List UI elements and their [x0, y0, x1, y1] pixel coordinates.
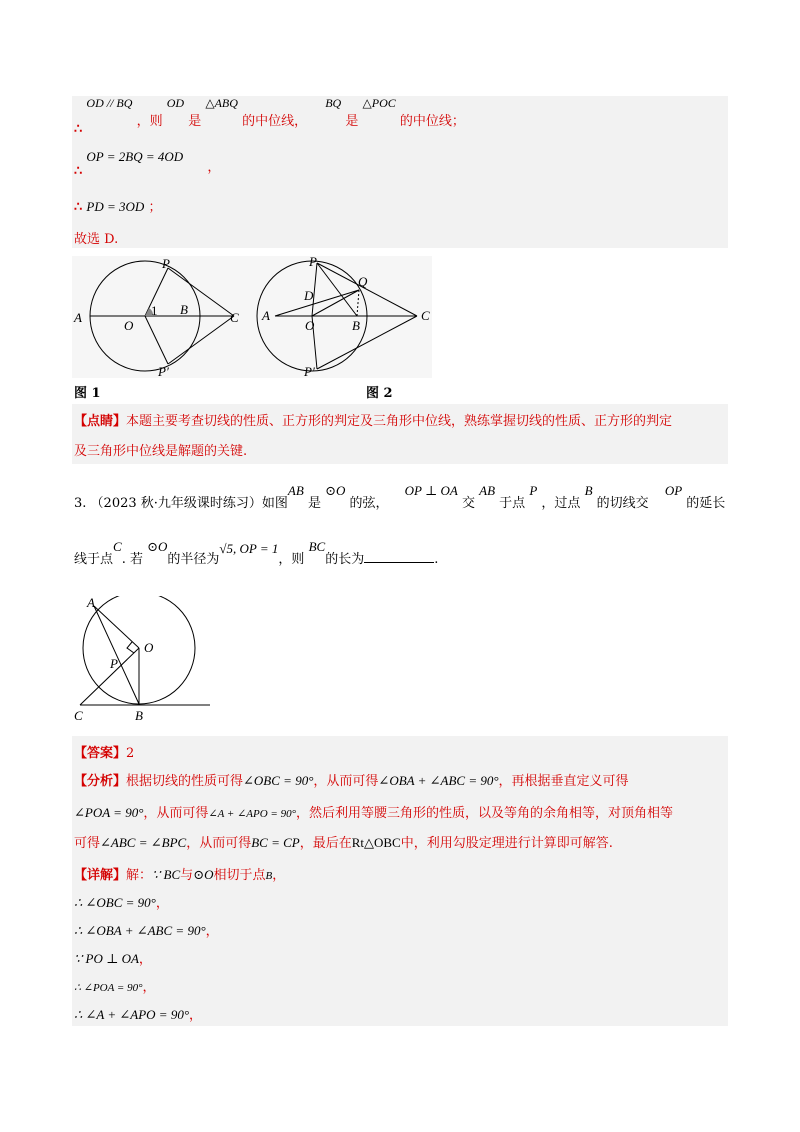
math-bq: BQ — [325, 96, 342, 110]
math-radius-value: √5, OP = 1 — [219, 541, 279, 556]
question3-figure — [72, 596, 222, 722]
fig2-label-p: P — [309, 256, 317, 269]
math-b: B — [265, 870, 273, 882]
math-pd-equation: PD = 3OD — [86, 199, 145, 214]
text-ruo: . 若 — [121, 552, 143, 567]
text-comma: ， — [207, 160, 221, 175]
detail-line-1 — [74, 864, 285, 883]
math-detail-4: ∵ PO ⊥ OA — [74, 951, 139, 966]
fig1-label-o: O — [124, 318, 134, 333]
detail-text-1d: ， — [272, 868, 286, 883]
analysis-text-2a: ，从而可得 — [143, 806, 209, 821]
detail-text-1c: 相切于点 — [213, 868, 266, 883]
fig2-line-oq — [312, 290, 359, 316]
text-ze: ，则 — [136, 114, 163, 129]
math-ab-2: AB — [479, 483, 496, 498]
text-tangent: 的切线交 — [596, 496, 649, 511]
math-rt-obc: Rt△OBC — [351, 835, 401, 850]
fig1-label-a: A — [74, 310, 82, 325]
fig2-line-ppc — [317, 316, 417, 369]
math-od-parallel-bq: OD // BQ — [86, 96, 133, 110]
question3-line-1 — [74, 484, 725, 514]
math-angle-abc-bpc: ∠ABC = ∠BPC — [100, 835, 187, 850]
q3-label-p: P — [110, 656, 118, 671]
detail-tag: 【详解】 — [74, 868, 127, 883]
text-jiao: 交 — [461, 496, 475, 511]
text-extension: 的延长 — [686, 496, 726, 511]
question-number: 3. — [74, 496, 87, 511]
therefore-symbol: ∴ — [74, 122, 83, 137]
detail-comma-4: ， — [138, 952, 152, 967]
solution-line-3 — [74, 196, 161, 215]
text-chord: 的弦， — [349, 496, 389, 511]
analysis-line-3 — [74, 832, 613, 851]
math-od: OD — [166, 96, 185, 110]
answer-blank[interactable] — [364, 550, 434, 563]
math-bc-cp: BC = CP — [251, 835, 300, 850]
fig1-label-pprime: P′ — [158, 364, 169, 378]
analysis-text-3b: ，从而可得 — [186, 836, 252, 851]
dianjing-text-1: 本题主要考查切线的性质、正方形的判定及三角形中位线，熟练掌握切线的性质、正方形的判定 — [126, 414, 673, 429]
q3-label-b: B — [135, 708, 143, 722]
math-angle-a-apo: ∠A + ∠APO = 90° — [208, 808, 297, 820]
analysis-text-3d: 中，利用勾股定理进行计算即可解答. — [400, 836, 613, 851]
text-midline: 的中位线， — [242, 114, 308, 129]
fig1-caption: 图 1 — [74, 386, 101, 401]
analysis-tag: 【分析】 — [74, 774, 127, 789]
text-ze: ，则 — [278, 552, 305, 567]
text-period: . — [434, 552, 439, 567]
answer-value: 2 — [126, 746, 135, 761]
q3-right-angle-mark — [127, 642, 134, 653]
math-angle-obc: ∠OBC = 90° — [243, 773, 314, 788]
detail-line-5 — [74, 976, 156, 995]
fig2-line-bq — [357, 290, 359, 316]
analysis-text-3a: 可得 — [74, 836, 101, 851]
answer-line — [74, 742, 134, 761]
text-shi: 是 — [188, 114, 202, 129]
fig1-line-opp — [145, 316, 168, 364]
q3-figure-svg — [72, 596, 222, 722]
fig2-label-q: Q — [358, 274, 368, 289]
math-op: OP — [664, 483, 683, 498]
math-angle-sum: ∠OBA + ∠ABC = 90° — [378, 773, 499, 788]
math-ab: AB — [287, 483, 304, 498]
detail-comma-3: ， — [205, 924, 219, 939]
q3-label-a: A — [87, 596, 95, 610]
fig1-label-p: P — [162, 256, 170, 271]
analysis-text-2b: ，然后利用等腰三角形的性质，以及等角的余角相等，对顶角相等 — [296, 806, 674, 821]
therefore-symbol: ∴ — [74, 200, 83, 215]
text-yudian: 于点 — [499, 496, 526, 511]
analysis-text-3c: ，最后在 — [299, 836, 352, 851]
text-shi: 是 — [307, 496, 321, 511]
q3-line-ao — [94, 606, 139, 648]
analysis-text-1a: 根据切线的性质可得 — [126, 774, 244, 789]
detail-text-1b: 与 — [180, 868, 194, 883]
math-triangle-poc: △POC — [362, 96, 396, 110]
math-angle-poa: ∠POA = 90° — [74, 805, 144, 820]
figures-svg — [72, 256, 432, 378]
text-guodian: ，过点 — [541, 496, 581, 511]
text-semicolon: ； — [148, 200, 162, 215]
figures-panel — [72, 256, 432, 378]
question-source: （2023 秋·九年级课时练习）如图 — [90, 496, 288, 511]
analysis-text-1b: ，从而可得 — [313, 774, 379, 789]
math-detail-3: ∴ ∠OBA + ∠ABC = 90° — [74, 923, 206, 938]
math-op-equation: OP = 2BQ = 4OD — [86, 149, 184, 164]
math-circle-o-2: ⊙O — [147, 539, 168, 554]
fig1-label-1: 1 — [151, 303, 158, 318]
math-bc: BC — [308, 539, 326, 554]
fig2-line-pb — [317, 263, 357, 316]
math-triangle-abq: △ABQ — [205, 96, 238, 110]
dianjing-tag: 【点睛】 — [74, 414, 127, 429]
therefore-symbol: ∴ — [74, 164, 83, 179]
detail-comma-6: ， — [189, 1008, 203, 1023]
dianjing-line-2 — [74, 440, 247, 459]
fig2-label-a: A — [262, 308, 270, 323]
dianjing-line-1 — [74, 410, 672, 429]
solution-line-2 — [74, 146, 221, 179]
detail-line-4 — [74, 948, 152, 967]
q3-label-c: C — [74, 708, 83, 722]
figure-1 — [90, 261, 234, 371]
math-detail-2: ∴ ∠OBC = 90° — [74, 895, 156, 910]
fig2-label-b: B — [352, 318, 360, 333]
fig2-line-aq — [275, 290, 359, 316]
fig1-line-ppc — [168, 316, 234, 364]
analysis-text-1c: ，再根据垂直定义可得 — [498, 774, 629, 789]
math-c: C — [113, 539, 122, 554]
dianjing-text-2: 及三角形中位线是解题的关键. — [74, 444, 248, 459]
detail-line-6 — [74, 1004, 202, 1023]
math-circle-o: ⊙O — [193, 867, 214, 882]
fig2-label-d: D — [304, 288, 314, 303]
text-length: 的长为 — [325, 552, 365, 567]
math-because-bc: ∵ BC — [152, 867, 181, 882]
math-p: P — [529, 483, 538, 498]
text-xianyudian: 线于点 — [74, 552, 114, 567]
figure-2 — [257, 261, 417, 371]
fig1-line-pc — [168, 268, 234, 316]
math-detail-6: ∴ ∠A + ∠APO = 90° — [74, 1007, 190, 1022]
text-midline-2: 的中位线； — [399, 114, 465, 129]
question3-line-2 — [74, 540, 438, 570]
detail-line-2 — [74, 892, 169, 911]
math-detail-5: ∴ ∠POA = 90° — [74, 982, 143, 994]
solution-line-4 — [74, 228, 118, 247]
math-op-perp-oa: OP ⊥ OA — [404, 483, 458, 498]
detail-comma-2: ， — [155, 896, 169, 911]
fig1-label-b: B — [180, 302, 188, 317]
answer-choice-text: 故选 D. — [74, 232, 119, 247]
fig2-label-pprime: P′ — [304, 364, 315, 378]
solution-line-1 — [74, 96, 465, 137]
answer-tag: 【答案】 — [74, 746, 127, 761]
fig2-label-c: C — [421, 308, 430, 323]
detail-text-1a: 解： — [126, 868, 153, 883]
q3-label-o: O — [144, 640, 154, 655]
text-shi-2: 是 — [345, 114, 359, 129]
math-b: B — [584, 483, 593, 498]
fig2-line-pc — [317, 263, 417, 316]
analysis-line-1 — [74, 770, 629, 789]
fig1-label-c: C — [230, 310, 239, 325]
analysis-line-2 — [74, 802, 673, 821]
math-circle-o: ⊙O — [325, 483, 346, 498]
detail-line-3 — [74, 920, 219, 939]
fig2-label-o: O — [305, 318, 315, 333]
text-radius: 的半径为 — [167, 552, 220, 567]
detail-comma-5: ， — [142, 980, 156, 995]
fig2-caption: 图 2 — [366, 386, 393, 401]
